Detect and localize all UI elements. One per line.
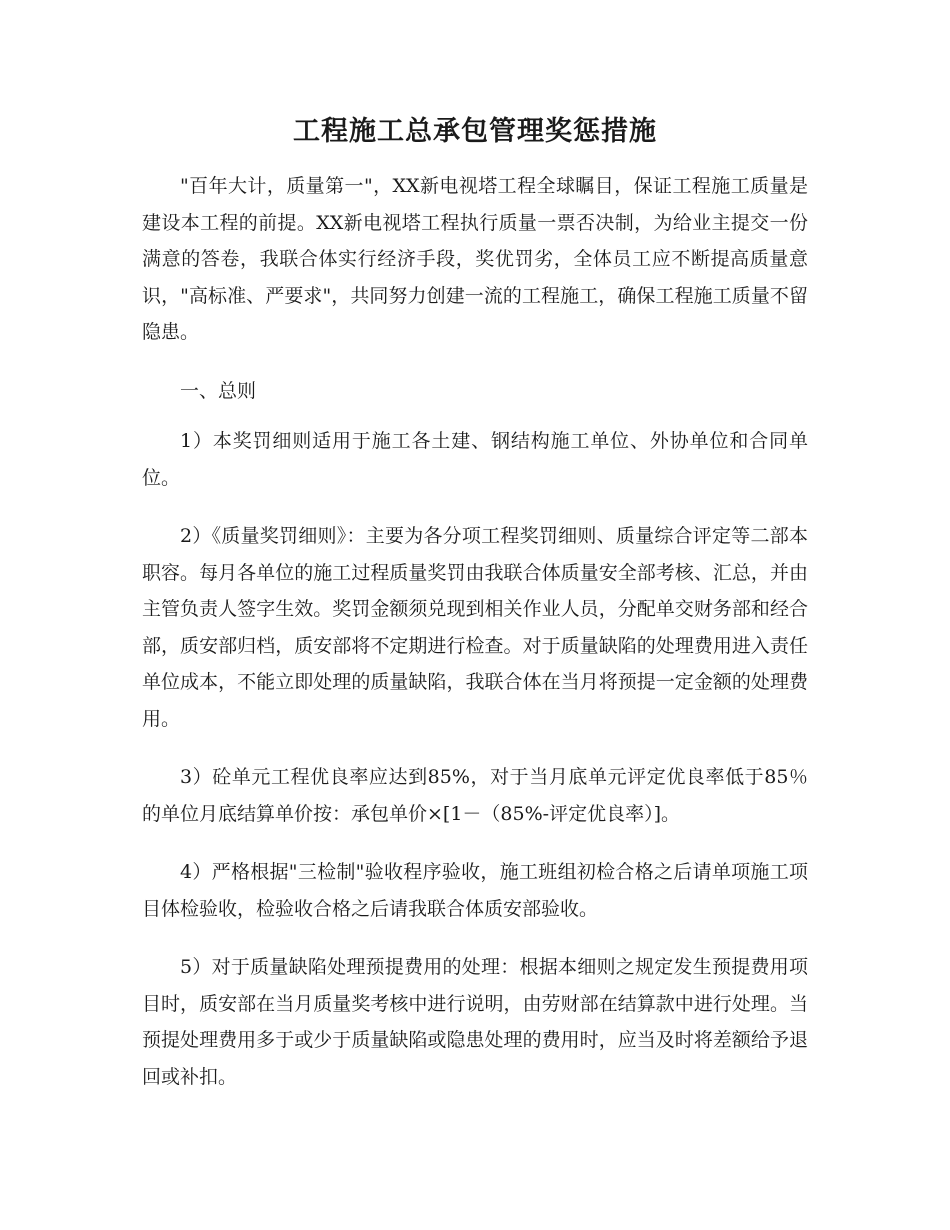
document-title: 工程施工总承包管理奖惩措施 [293,116,657,147]
clause-5: 5）对于质量缺陷处理预提费用的处理：根据本细则之规定发生预提费用项目时，质安部在当月质量奖考核中进行说明，由劳财部在结算款中进行处理。当预提处理费用多于或少于质量缺陷或隐患处理的费用时，应当及时将差额给予退回或补扣。 [142,956,808,1088]
intro-paragraph: "百年大计，质量第一"，XX新电视塔工程全球瞩目，保证工程施工质量是建设本工程的前提。XX新电视塔工程执行质量一票否决制，为给业主提交一份满意的答卷，我联合体实行经济手段，奖优罚劣，全体员工应不断提高质量意识，"高标准、严要求"，共同努力创建一流的工程施工，确保工程施工质量不留隐患。 [142,175,808,343]
clause-4: 4）严格根据"三检制"验收程序验收，施工班组初检合格之后请单项施工项目体检验收，检验收合格之后请我联合体质安部验收。 [142,861,808,920]
clause-3: 3）砼单元工程优良率应达到85%，对于当月底单元评定优良率低于85％的单位月底结算单价按：承包单价×[1－（85%-评定优良率）]。 [142,766,808,825]
clause-2: 2）《质量奖罚细则》：主要为各分项工程奖罚细则、质量综合评定等二部本职容。每月各单位的施工过程质量奖罚由我联合体质量安全部考核、汇总，并由主管负责人签字生效。奖罚金额须兑现到相关作业人员，分配单交财务部和经合部，质安部归档，质安部将不定期进行检查。对于质量缺陷的处理费用进入责任单位成本，不能立即处理的质量缺陷，我联合体在当月将预提一定金额的处理费用。 [142,525,808,730]
clause-1: 1）本奖罚细则适用于施工各土建、钢结构施工单位、外协单位和合同单位。 [142,430,808,489]
section-heading-general: 一、总则 [180,379,257,402]
